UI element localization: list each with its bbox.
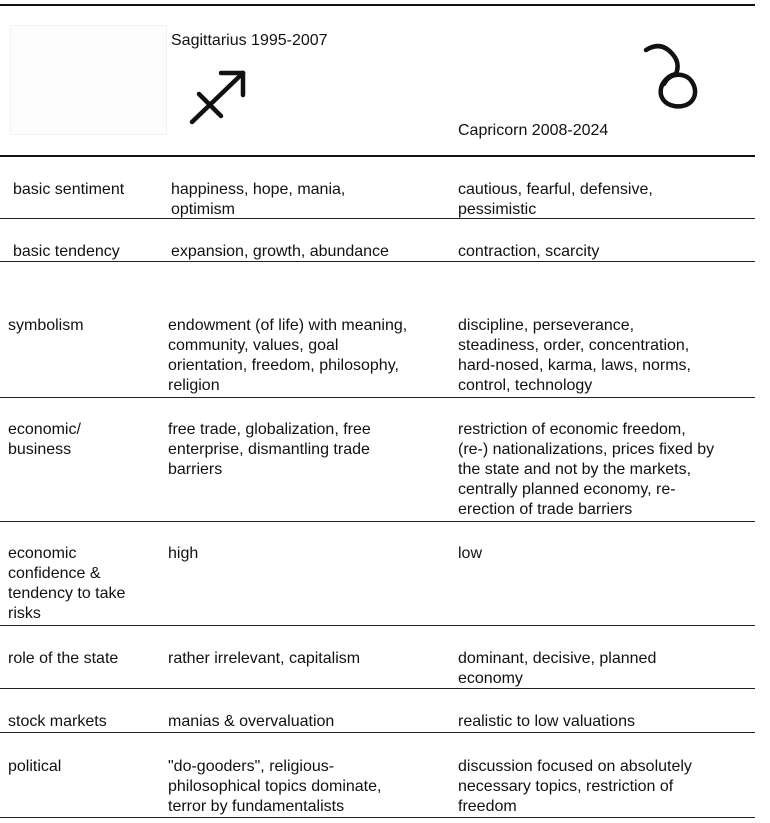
header-bottom-border	[0, 155, 755, 157]
sagittarius-cell: "do-gooders", religious- philosophical topics dominate, terror by fundamentalists	[168, 758, 382, 815]
row-label: economic confidence & tendency to take risks	[8, 545, 126, 622]
row-divider	[0, 397, 755, 398]
sagittarius-cell: manias & overvaluation	[168, 713, 335, 730]
sagittarius-cell: expansion, growth, abundance	[171, 243, 389, 260]
header-image-placeholder	[10, 25, 167, 135]
row-label: basic sentiment	[13, 181, 125, 198]
sagittarius-cell: rather irrelevant, capitalism	[168, 650, 361, 667]
capricorn-symbol-icon	[640, 42, 708, 114]
capricorn-heading: Capricorn 2008-2024	[458, 122, 609, 139]
capricorn-cell: cautious, fearful, defensive, pessimistic	[458, 181, 653, 218]
row-label: stock markets	[8, 713, 107, 730]
table-bottom-border	[0, 817, 755, 818]
capricorn-cell: contraction, scarcity	[458, 243, 600, 260]
row-divider	[0, 732, 755, 733]
row-divider	[0, 521, 755, 522]
row-label: basic tendency	[13, 243, 120, 260]
row-divider	[0, 625, 755, 626]
capricorn-cell: low	[458, 545, 483, 562]
sagittarius-cell: happiness, hope, mania, optimism	[171, 181, 346, 218]
row-label: economic/ business	[8, 421, 81, 458]
capricorn-cell: dominant, decisive, planned economy	[458, 650, 657, 687]
capricorn-cell: discipline, perseverance, steadiness, order, concentration, hard-nosed, karma, laws, norms, control, technology	[458, 317, 691, 394]
sagittarius-heading: Sagittarius 1995-2007	[171, 32, 328, 49]
sagittarius-cell: endowment (of life) with meaning, community, values, goal orientation, freedom, philosophy, religion	[168, 317, 408, 394]
sagittarius-symbol-icon	[185, 66, 251, 128]
sagittarius-cell: high	[168, 545, 199, 562]
capricorn-cell: realistic to low valuations	[458, 713, 635, 730]
row-label: political	[8, 758, 62, 775]
table-top-border	[0, 4, 755, 6]
sagittarius-cell: free trade, globalization, free enterprise, dismantling trade barriers	[168, 421, 371, 478]
row-label: role of the state	[8, 650, 119, 667]
capricorn-cell: discussion focused on absolutely necessary topics, restriction of freedom	[458, 758, 692, 815]
capricorn-cell: restriction of economic freedom, (re-) nationalizations, prices fixed by the state and not by the markets, centrally planned economy, re- erection of trade barriers	[458, 421, 715, 518]
row-label: symbolism	[8, 317, 84, 334]
